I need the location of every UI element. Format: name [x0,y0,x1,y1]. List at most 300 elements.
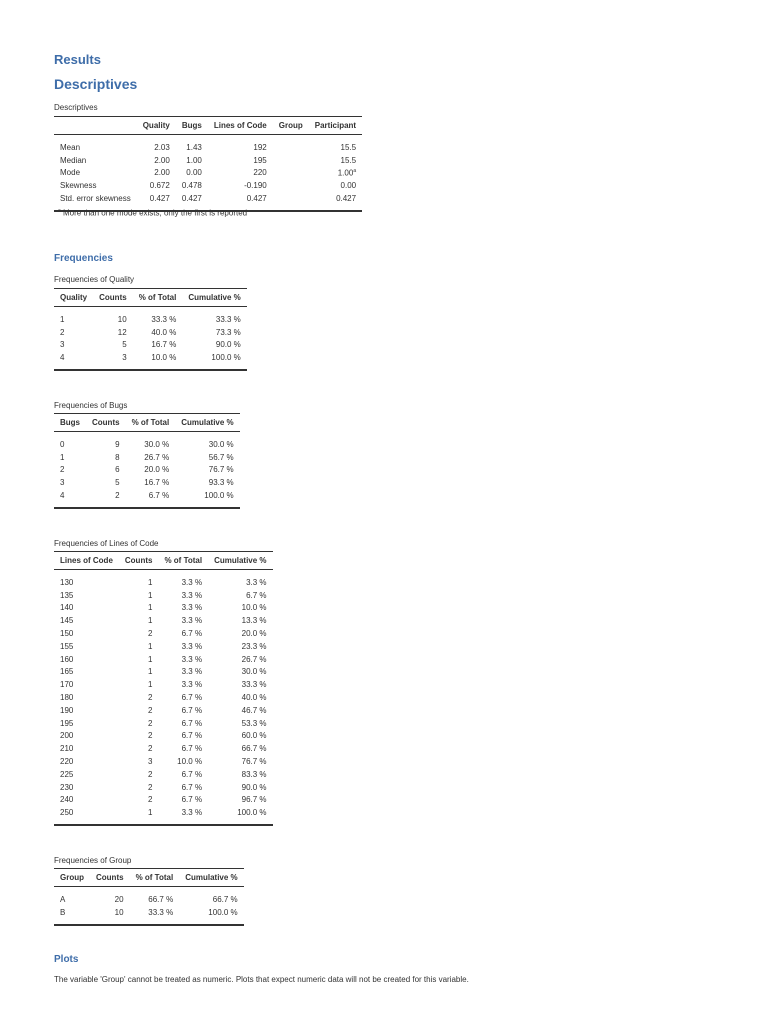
table-cell [126,451,176,464]
table-cell [137,135,176,154]
table-cell [208,691,272,704]
cell-value: 3 [60,478,65,488]
descriptives-footnote [58,208,247,218]
table-cell [208,640,272,653]
cell-value: 210 [60,744,74,754]
cell-value: 3.3 % [181,603,203,613]
cell-value: 1 [148,808,153,818]
table-cell [93,339,133,352]
table-cell [273,135,309,154]
table-cell [133,326,183,339]
cell-value: Std. error skewness [60,194,131,204]
table-cell [158,666,208,679]
table-cell [119,627,159,640]
frequencies-heading: Frequencies [54,253,113,264]
table-cell [126,476,176,489]
table-cell [208,678,272,691]
cell-value: 56.7 % [208,452,234,462]
cell-value: 0.427 [149,194,170,204]
cell-value: 130 [60,577,74,587]
table-cell [54,640,119,653]
cell-value: 90.0 % [241,782,267,792]
cell-value: 9 [115,439,120,449]
table-row [54,351,247,370]
freq-group-table [54,868,244,926]
table-row [54,432,240,451]
descriptives-caption: Descriptives [54,103,98,112]
cell-value: 6.7 % [181,782,203,792]
cell-value: 100.0 % [237,808,267,818]
cell-value: 155 [60,641,74,651]
table-cell [54,717,119,730]
cell-value: 83.3 % [241,769,267,779]
table-cell [176,179,208,192]
table-cell [119,755,159,768]
cell-value: 20.0 % [144,465,170,475]
cell-value: 200 [60,731,74,741]
cell-value: 150 [60,629,74,639]
table-cell [119,614,159,627]
cell-value: 180 [60,693,74,703]
cell-value: 165 [60,667,74,677]
plots-note: The variable 'Group' cannot be treated as numeric. Plots that expect numeric data will not be created for this variable. [54,975,469,984]
table-cell [119,768,159,781]
table-cell [119,691,159,704]
cell-value: 192 [253,142,267,152]
table-row [54,704,273,717]
cell-value: 40.0 % [241,693,267,703]
column-header: Cumulative % [179,869,243,887]
table-row [54,742,273,755]
cell-value: 0.672 [149,181,170,191]
cell-value: 3 [148,757,153,767]
table-cell [54,432,86,451]
cell-value: 4 [60,491,65,501]
cell-value: 26.7 % [144,452,170,462]
table-cell [208,755,272,768]
cell-value: 0.427 [246,194,267,204]
cell-value: 2 [60,465,65,475]
table-row [54,167,362,180]
table-row [54,678,273,691]
table-cell [130,887,180,906]
table-cell [182,351,246,370]
table-cell [126,464,176,477]
cell-value: Median [60,155,87,165]
table-cell [90,906,130,925]
cell-value: 3.3 % [181,654,203,664]
cell-value: 100.0 % [208,907,238,917]
descriptives-table [54,116,362,212]
column-header: Group [54,869,90,887]
cell-value: 1 [148,654,153,664]
cell-value: 1 [60,314,65,324]
cell-value: 0.427 [181,194,202,204]
table-cell [208,179,273,192]
cell-value: 16.7 % [144,478,170,488]
cell-value: 0.00 [340,181,357,191]
table-cell [309,192,362,211]
table-cell [158,691,208,704]
cell-value: 225 [60,769,74,779]
table-cell [54,154,137,167]
table-cell [54,602,119,615]
table-cell [54,806,119,825]
table-row [54,806,273,825]
cell-value: Skewness [60,181,97,191]
table-cell [158,806,208,825]
cell-value: 195 [253,155,267,165]
cell-value: 3.3 % [181,577,203,587]
table-cell [273,179,309,192]
cell-value: 6.7 % [148,491,170,501]
table-cell [119,717,159,730]
column-header: Cumulative % [175,414,239,432]
cell-value: 10.0 % [177,757,203,767]
cell-value: 3 [122,353,127,363]
table-cell [54,339,93,352]
cell-value: 2.00 [154,155,170,165]
column-header: Lines of Code [208,117,273,135]
table-cell [54,768,119,781]
column-header: Participant [309,117,362,135]
cell-value: 3 [60,340,65,350]
table-cell [158,640,208,653]
cell-value: 15.5 [340,142,357,152]
table-cell [54,678,119,691]
table-cell [93,326,133,339]
column-header: Quality [137,117,176,135]
column-header: % of Total [126,414,176,432]
table-cell [90,887,130,906]
cell-value: 250 [60,808,74,818]
table-cell [208,768,272,781]
table-cell [208,781,272,794]
cell-value: 10.0 % [241,603,267,613]
cell-value: 6.7 % [181,769,203,779]
cell-value: 12 [117,327,127,337]
cell-value: 1 [148,680,153,690]
table-row [54,781,273,794]
cell-value: 6.7 % [181,744,203,754]
table-cell [119,666,159,679]
cell-value: 1 [148,641,153,651]
cell-value: 2.00 [154,168,170,178]
table-cell [54,351,93,370]
table-cell [119,806,159,825]
table-cell [158,730,208,743]
cell-value: 1 [148,616,153,626]
cell-value: 66.7 % [212,894,238,904]
table-cell [158,678,208,691]
cell-value: 5 [122,340,127,350]
cell-value: 3.3 % [181,616,203,626]
table-cell [130,906,180,925]
table-cell [119,602,159,615]
table-cell [119,730,159,743]
table-cell [86,451,126,464]
table-cell [158,794,208,807]
cell-value: 20.0 % [241,629,267,639]
cell-value: 3.3 % [246,577,267,587]
table-row [54,906,244,925]
cell-value: 4 [60,353,65,363]
cell-value: 6.7 % [181,718,203,728]
table-cell [86,489,126,508]
table-cell [208,704,272,717]
table-cell [137,154,176,167]
table-cell [309,179,362,192]
table-cell [119,781,159,794]
table-row [54,730,273,743]
cell-value: 33.3 % [241,680,267,690]
cell-value: 96.7 % [241,795,267,805]
table-row [54,451,240,464]
table-cell [119,589,159,602]
cell-value: 30.0 % [208,439,234,449]
table-row [54,179,362,192]
results-title: Results [54,52,101,67]
table-row [54,887,244,906]
table-cell [54,451,86,464]
cell-value: 46.7 % [241,705,267,715]
cell-value: 30.0 % [241,667,267,677]
table-cell [54,570,119,589]
freq-bugs-caption: Frequencies of Bugs [54,401,128,410]
cell-value: 6.7 % [181,731,203,741]
table-cell [182,326,246,339]
table-row [54,570,273,589]
table-cell [208,135,273,154]
table-cell [54,906,90,925]
table-row [54,339,247,352]
table-row [54,464,240,477]
freq-loc-table [54,551,273,826]
table-cell [54,755,119,768]
cell-value: 145 [60,616,74,626]
table-cell [208,666,272,679]
cell-value: 16.7 % [151,340,177,350]
table-cell [208,570,272,589]
table-cell [54,326,93,339]
column-header: Group [273,117,309,135]
cell-value: 3.3 % [181,680,203,690]
cell-value: 1.00 [337,168,354,178]
table-cell [273,192,309,211]
column-header: Counts [86,414,126,432]
cell-value: 2 [148,693,153,703]
cell-value: 2 [148,782,153,792]
table-row [54,154,362,167]
cell-value: 3.3 % [181,808,203,818]
table-cell [208,167,273,180]
table-cell [208,602,272,615]
cell-value: 30.0 % [144,439,170,449]
table-cell [137,179,176,192]
freq-loc-caption: Frequencies of Lines of Code [54,539,159,548]
cell-value: 5 [115,478,120,488]
cell-value: 2 [60,327,65,337]
table-cell [158,717,208,730]
cell-value: 2 [148,769,153,779]
table-cell [176,154,208,167]
cell-value: 40.0 % [151,327,177,337]
table-cell [126,489,176,508]
table-cell [175,451,239,464]
table-cell [86,432,126,451]
table-cell [182,339,246,352]
table-cell [273,154,309,167]
column-header: % of Total [133,289,183,307]
table-cell [86,464,126,477]
cell-value: 230 [60,782,74,792]
table-cell [309,167,362,180]
table-cell [119,640,159,653]
table-cell [208,806,272,825]
cell-value: B [60,907,66,917]
cell-value: 15.5 [340,155,357,165]
cell-value: 1.43 [186,142,202,152]
table-cell [133,339,183,352]
table-row [54,640,273,653]
cell-value: 23.3 % [241,641,267,651]
freq-quality-table [54,288,247,371]
table-cell [54,464,86,477]
descriptives-heading: Descriptives [54,76,138,92]
cell-value: Mean [60,142,81,152]
table-cell [158,768,208,781]
table-cell [158,653,208,666]
cell-value: 2.03 [154,142,170,152]
cell-value: 6.7 % [181,629,203,639]
column-header: Counts [93,289,133,307]
column-header: Lines of Code [54,552,119,570]
cell-value: 2 [148,705,153,715]
table-cell [208,154,273,167]
table-cell [175,476,239,489]
table-cell [208,742,272,755]
table-cell [54,653,119,666]
cell-value: 190 [60,705,74,715]
table-cell [126,432,176,451]
table-cell [175,464,239,477]
table-cell [54,781,119,794]
cell-value: 3.3 % [181,667,203,677]
column-header: Counts [119,552,159,570]
table-cell [158,781,208,794]
cell-value: 76.7 % [241,757,267,767]
cell-value: 1.00 [186,155,202,165]
column-header: Cumulative % [182,289,246,307]
table-row [54,602,273,615]
table-row [54,307,247,326]
table-cell [158,755,208,768]
cell-value: Mode [60,168,81,178]
table-cell [119,794,159,807]
table-cell [93,307,133,326]
table-cell [208,614,272,627]
cell-value: 3.3 % [181,641,203,651]
cell-value: 93.3 % [208,478,234,488]
table-cell [119,678,159,691]
table-cell [175,489,239,508]
column-header [54,117,137,135]
cell-value: 100.0 % [211,353,241,363]
column-header: Cumulative % [208,552,272,570]
table-row [54,691,273,704]
table-cell [54,476,86,489]
table-cell [86,476,126,489]
cell-value: 33.3 % [148,907,174,917]
cell-value: 10 [114,907,124,917]
cell-value: 1 [60,452,65,462]
table-cell [54,887,90,906]
cell-value: 76.7 % [208,465,234,475]
cell-value: 135 [60,590,74,600]
cell-value: 6.7 % [181,693,203,703]
table-row [54,627,273,640]
plots-heading: Plots [54,954,79,965]
cell-value: 0.478 [181,181,202,191]
table-row [54,326,247,339]
cell-value: 0.427 [336,194,357,204]
table-row [54,755,273,768]
table-cell [54,627,119,640]
cell-value: 6.7 % [181,705,203,715]
table-cell [309,154,362,167]
table-row [54,476,240,489]
table-row [54,768,273,781]
cell-value: 220 [253,168,267,178]
cell-value: 8 [115,452,120,462]
table-row [54,489,240,508]
table-cell [208,627,272,640]
table-cell [182,307,246,326]
table-cell [158,704,208,717]
table-cell [208,589,272,602]
table-cell [179,887,243,906]
table-cell [208,653,272,666]
cell-value: 6 [115,465,120,475]
table-row [54,135,362,154]
table-cell [54,167,137,180]
table-cell [119,742,159,755]
table-cell [54,179,137,192]
cell-value: 66.7 % [148,894,174,904]
cell-value: A [60,894,66,904]
cell-value: 73.3 % [215,327,241,337]
cell-value: 170 [60,680,74,690]
table-row [54,794,273,807]
table-cell [176,167,208,180]
freq-quality-caption: Frequencies of Quality [54,275,135,284]
table-cell [54,794,119,807]
table-row [54,589,273,602]
table-row [54,717,273,730]
cell-value: 26.7 % [241,654,267,664]
table-cell [54,307,93,326]
column-header: % of Total [130,869,180,887]
table-cell [54,742,119,755]
cell-value: 10 [117,314,127,324]
cell-value: 1 [148,667,153,677]
table-cell [273,167,309,180]
cell-value: 195 [60,718,74,728]
table-cell [54,614,119,627]
table-cell [158,602,208,615]
table-cell [119,704,159,717]
cell-value: 2 [148,731,153,741]
